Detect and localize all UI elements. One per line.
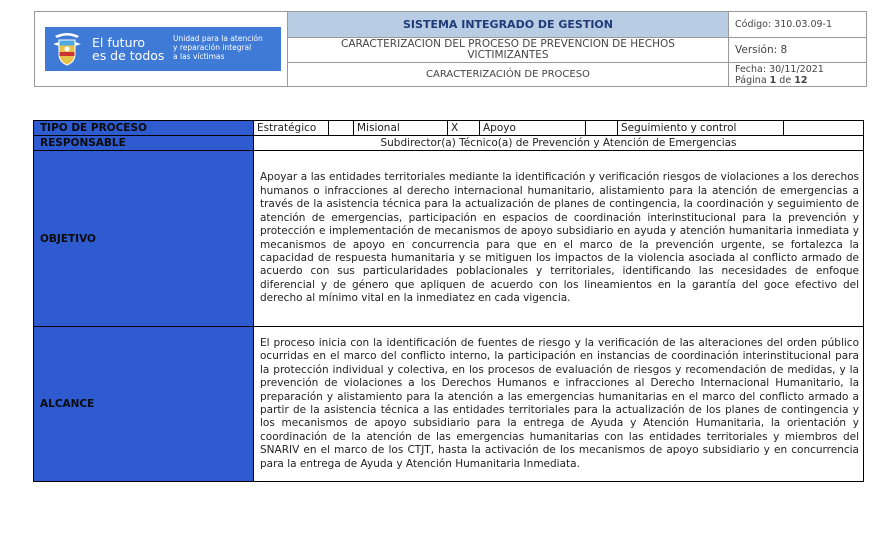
mark-misional: X [448,121,480,136]
objective-row [34,151,864,327]
option-apoyo: Apoyo [480,121,586,136]
option-seguimiento: Seguimiento y control [618,121,784,136]
option-misional: Misional [354,121,448,136]
logo-entity-name [173,34,263,61]
page-separator: de [776,74,795,86]
objective-label: OBJETIVO [34,151,254,327]
scope-row [34,327,864,482]
mark-estrategico [329,121,354,136]
responsible-label: RESPONSABLE [34,136,254,151]
document-date: Fecha: 30/11/2021 [735,63,824,75]
mark-apoyo [586,121,618,136]
page-current: 1 [769,74,777,86]
system-title: SISTEMA INTEGRADO DE GESTION [288,12,729,38]
scope-text: El proceso inicia con la identificación de fuentes de riesgo y la verificación de las alteraciones del orden público ocurridas en el marco del conflicto interno, la participación en instancias de coordinación interinstitucional para la protección individual y colectiva, en los procesos de evaluación de riesgos y recomendación de medidas, y la prevención de violaciones a los Derechos Humanos e infracciones al Derecho Internacional Humanitario, la preparación y alistamiento para la atención a las emergencias humanitarias en el marco del conflicto armado a partir de la asistencia técnica a las entidades territoriales para la actualización de los planes de contingencia y los mecanismos de apoyo subsidiario para la entrega de Ayuda y Atención Humanitaria, la orientación y coordinación de la atención de las emergencias humanitarias con las entidades territoriales y miembros del SNARIV en el marco de los CTJT, hasta la activación de los mecanismos de apoyo subsidiario y en concurrencia para la entrega de Ayuda y Atención Humanitaria Inmediata. [254,327,864,482]
institution-logo [45,27,281,71]
scope-label: ALCANCE [34,327,254,482]
process-type-row [34,121,864,136]
responsible-value: Subdirector(a) Técnico(a) de Prevención y Atención de Emergencias [254,136,864,151]
document-version: Versión: 8 [729,38,867,63]
option-estrategico: Estratégico [254,121,329,136]
coat-of-arms-icon [51,30,83,68]
page-number [735,75,866,86]
logo-entity-line1: Unidad para la atención [173,34,263,43]
page-total: 12 [794,74,808,86]
process-type-label: TIPO DE PROCESO [34,121,254,136]
logo-slogan-line2: es de todos [92,48,165,63]
logo-slogan [92,36,164,62]
objective-text: Apoyar a las entidades territoriales mediante la identificación y verificación riesgos de violaciones a los derechos humanos o infracciones al derecho internacional humanitario, alistamiento para la atención de emergencias a través de la asistencia técnica para la actualización de planes de contingencia, la coordinación y seguimiento de atención de emergencias, participación en espacios de coordinación interinstitucional para la prevención y protección e implementación de mecanismos de apoyo subsidiario en ayuda y atención humanitaria inmediata y mecanismos de apoyo en concurrencia para que en el marco de la prevención urgente, se fortalezca la capacidad de respuesta humanitaria y se mitiguen los impactos de la violencia asociada al conflicto armado de acuerdo con sus particularidades poblacionales y territoriales, identificando las necesidades de enfoque diferencial y de género que apliquen de acuerdo con los lineamientos en la garantía del goce efectivo del derecho al mínimo vital en la inmediatez en cada vigencia. [254,151,864,327]
logo-slogan-line1: El futuro [92,35,146,50]
process-title-line2: VICTIMIZANTES [467,49,549,61]
document-code: Código: 310.03.09-1 [729,12,867,38]
date-page-cell [729,63,867,87]
responsible-row [34,136,864,151]
mark-seguimiento [784,121,864,136]
process-title-line1: CARACTERIZACION DEL PROCESO DE PREVENCION DE HECHOS [341,38,675,50]
document-type: CARACTERIZACIÓN DE PROCESO [288,63,729,87]
page-prefix: Página [735,74,770,86]
logo-cell [35,12,288,87]
process-title [288,38,729,63]
process-characterization-table [33,120,864,482]
document-header [34,11,867,87]
logo-entity-line3: a las víctimas [173,52,225,61]
logo-entity-line2: y reparación integral [173,43,252,52]
